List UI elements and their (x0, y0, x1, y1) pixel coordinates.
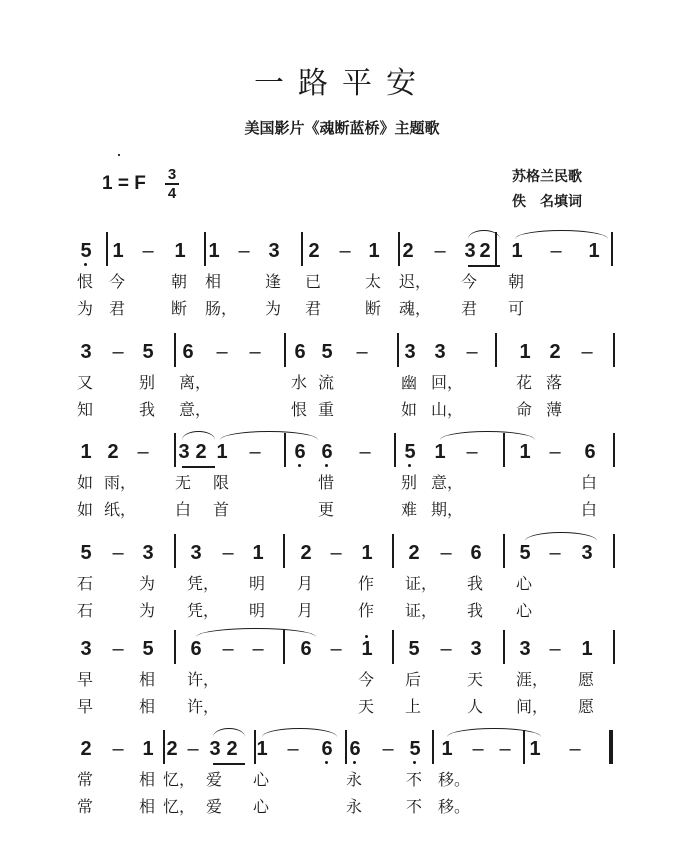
barline (394, 433, 396, 467)
lyric-syllable: 相 (139, 670, 156, 689)
note: 2 (80, 738, 92, 760)
lyric-syllable: 重 (318, 400, 335, 419)
lyric-syllable: 断 (171, 299, 188, 318)
lyric-syllable: 回， (431, 373, 464, 392)
note: 5 (519, 542, 531, 564)
barline (174, 333, 176, 367)
note: 5 (142, 638, 154, 660)
low-octave-dot (84, 263, 87, 266)
lyric-syllable: 无 (175, 473, 192, 492)
lyric-syllable: 相 (139, 697, 156, 716)
lyric-syllable: 爱 (206, 797, 223, 816)
sustain-dash: – (549, 441, 561, 463)
lyric-syllable: 山， (431, 400, 464, 419)
lyric-syllable: 别 (139, 373, 156, 392)
lyric-syllable: 薄 (546, 400, 563, 419)
note: 6 (300, 638, 312, 660)
print-speck (118, 154, 120, 156)
note: 3 (80, 341, 92, 363)
lyric-syllable: 朝 (508, 272, 525, 291)
note: 2 (195, 441, 207, 463)
lyric-syllable: 明 (249, 601, 266, 620)
note: 6 (293, 441, 307, 463)
note: 5 (80, 542, 92, 564)
barline (613, 534, 615, 568)
lyric-syllable: 意， (431, 473, 464, 492)
sustain-dash: – (356, 341, 368, 363)
lyrics-credit: 佚 名填词 (512, 194, 582, 210)
lyric-syllable: 已 (305, 272, 322, 291)
note: 5 (79, 240, 93, 262)
lyric-syllable: 为 (139, 601, 156, 620)
barline (503, 630, 505, 664)
lyric-syllable: 移。 (438, 770, 471, 789)
sustain-dash: – (569, 738, 581, 760)
lyric-syllable: 今 (358, 670, 375, 689)
lyric-syllable: 难 (401, 500, 418, 519)
lyric-syllable: 许， (187, 697, 220, 716)
lyric-syllable: 意， (179, 400, 212, 419)
note: 5 (408, 638, 420, 660)
barline (345, 730, 347, 764)
lyric-syllable: 白 (175, 500, 192, 519)
lyric-syllable: 心 (516, 574, 533, 593)
barline (284, 333, 286, 367)
note: 1 (112, 240, 124, 262)
sustain-dash: – (549, 542, 561, 564)
lyric-syllable: 石 (77, 574, 94, 593)
lyric-syllable: 明 (249, 574, 266, 593)
sustain-dash: – (440, 542, 452, 564)
note: 1 (434, 441, 446, 463)
slur-tie (447, 728, 541, 737)
time-signature-top: 3 (167, 166, 177, 183)
note: 3 (142, 542, 154, 564)
sustain-dash: – (466, 341, 478, 363)
lyric-syllable: 月 (297, 574, 314, 593)
eighth-note-underline (213, 763, 245, 765)
note: 1 (519, 341, 531, 363)
song-subtitle: 美国影片《魂断蓝桥》主题歌 (244, 119, 440, 137)
lyric-syllable: 为 (77, 299, 94, 318)
note: 2 (166, 738, 178, 760)
lyric-syllable: 纸， (104, 500, 137, 519)
lyric-syllable: 流 (318, 373, 335, 392)
note: 3 (470, 638, 482, 660)
note: 1 (360, 638, 374, 660)
lyric-syllable: 期， (431, 500, 464, 519)
barline (503, 534, 505, 568)
note: 6 (190, 638, 202, 660)
note: 2 (549, 341, 561, 363)
note: 3 (464, 240, 476, 262)
lyric-syllable: 恨 (77, 272, 94, 291)
note: 6 (470, 542, 482, 564)
sustain-dash: – (112, 542, 124, 564)
note: 6 (294, 341, 306, 363)
note: 6 (348, 738, 362, 760)
sustain-dash: – (112, 341, 124, 363)
barline (106, 232, 108, 266)
music-credit: 苏格兰民歌 (512, 169, 582, 185)
barline (495, 333, 497, 367)
sustain-dash: – (359, 441, 371, 463)
lyric-syllable: 作 (358, 574, 375, 593)
lyric-syllable: 永 (346, 770, 363, 789)
lyric-syllable: 天 (467, 670, 484, 689)
note: 1 (441, 738, 453, 760)
lyric-syllable: 如 (77, 500, 94, 519)
note: 1 (174, 240, 186, 262)
note: 2 (226, 738, 238, 760)
note: 5 (403, 441, 417, 463)
note: 1 (208, 240, 220, 262)
sustain-dash: – (137, 441, 149, 463)
barline (163, 730, 165, 764)
lyric-syllable: 常 (77, 770, 94, 789)
note: 2 (300, 542, 312, 564)
note: 2 (402, 240, 414, 262)
lyric-syllable: 首 (213, 500, 230, 519)
barline (397, 333, 399, 367)
sustain-dash: – (339, 240, 351, 262)
barline (613, 333, 615, 367)
lyric-syllable: 月 (297, 601, 314, 620)
barline (398, 232, 400, 266)
note: 5 (142, 341, 154, 363)
note: 3 (190, 542, 202, 564)
note: 5 (408, 738, 422, 760)
lyric-syllable: 愿 (578, 697, 595, 716)
sustain-dash: – (382, 738, 394, 760)
low-octave-dot (298, 464, 301, 467)
lyric-syllable: 命 (516, 400, 533, 419)
sustain-dash: – (466, 441, 478, 463)
sustain-dash: – (249, 341, 261, 363)
lyric-syllable: 白 (581, 473, 598, 492)
sustain-dash: – (550, 240, 562, 262)
note: 6 (320, 441, 334, 463)
barline (613, 433, 615, 467)
note: 1 (80, 441, 92, 463)
song-title: 一路平安 (254, 66, 430, 101)
sustain-dash: – (472, 738, 484, 760)
note: 2 (408, 542, 420, 564)
note: 3 (404, 341, 416, 363)
lyric-syllable: 移。 (438, 797, 471, 816)
sustain-dash: – (249, 441, 261, 463)
lyric-syllable: 忆， (163, 797, 196, 816)
lyric-syllable: 知 (77, 400, 94, 419)
note: 1 (361, 542, 373, 564)
final-barline (609, 730, 613, 764)
note: 1 (368, 240, 380, 262)
low-octave-dot (413, 761, 416, 764)
lyric-syllable: 君 (109, 299, 126, 318)
lyric-syllable: 心 (253, 797, 270, 816)
eighth-note-underline (468, 265, 500, 267)
note: 6 (182, 341, 194, 363)
barline (174, 630, 176, 664)
note: 1 (581, 638, 593, 660)
time-signature-bottom: 4 (167, 185, 177, 202)
note: 1 (511, 240, 523, 262)
lyric-syllable: 证， (405, 574, 438, 593)
sustain-dash: – (330, 542, 342, 564)
lyric-syllable: 更 (318, 500, 335, 519)
lyric-syllable: 如 (77, 473, 94, 492)
lyric-syllable: 断 (365, 299, 382, 318)
barline (301, 232, 303, 266)
sustain-dash: – (549, 638, 561, 660)
lyric-syllable: 人 (467, 697, 484, 716)
low-octave-dot (408, 464, 411, 467)
lyric-syllable: 早 (77, 670, 94, 689)
note: 1 (216, 441, 228, 463)
lyric-syllable: 涯， (516, 670, 549, 689)
lyric-syllable: 落 (546, 373, 563, 392)
lyric-syllable: 可 (508, 299, 525, 318)
lyric-syllable: 相 (205, 272, 222, 291)
slur-tie (220, 431, 318, 440)
slur-tie (515, 230, 608, 239)
lyric-syllable: 天 (358, 697, 375, 716)
lyric-syllable: 雨， (104, 473, 137, 492)
barline (432, 730, 434, 764)
lyric-syllable: 我 (139, 400, 156, 419)
note: 2 (107, 441, 119, 463)
lyric-syllable: 限 (213, 473, 230, 492)
note: 1 (252, 542, 264, 564)
slur-tie (525, 532, 597, 541)
lyric-syllable: 花 (516, 373, 533, 392)
lyric-syllable: 相 (139, 797, 156, 816)
note: 3 (178, 441, 190, 463)
lyric-syllable: 朝 (171, 272, 188, 291)
lyric-syllable: 愿 (578, 670, 595, 689)
slur-tie (262, 728, 337, 737)
slur-tie (196, 628, 316, 637)
sustain-dash: – (287, 738, 299, 760)
lyric-syllable: 今 (461, 272, 478, 291)
lyric-syllable: 凭， (187, 601, 220, 620)
lyric-syllable: 魂， (399, 299, 432, 318)
note: 1 (529, 738, 541, 760)
sustain-dash: – (216, 341, 228, 363)
lyric-syllable: 爱 (206, 770, 223, 789)
sustain-dash: – (581, 341, 593, 363)
lyric-syllable: 恨 (291, 400, 308, 419)
lyric-syllable: 许， (187, 670, 220, 689)
lyric-syllable: 早 (77, 697, 94, 716)
sustain-dash: – (222, 638, 234, 660)
sustain-dash: – (187, 738, 199, 760)
lyric-syllable: 心 (253, 770, 270, 789)
lyric-syllable: 心 (516, 601, 533, 620)
lyric-syllable: 太 (365, 272, 382, 291)
lyric-syllable: 不 (406, 770, 423, 789)
slur-tie (213, 728, 245, 737)
sustain-dash: – (142, 240, 154, 262)
note: 1 (256, 738, 268, 760)
note: 3 (519, 638, 531, 660)
sustain-dash: – (238, 240, 250, 262)
lyric-syllable: 上 (405, 697, 422, 716)
note: 3 (268, 240, 280, 262)
low-octave-dot (353, 761, 356, 764)
eighth-note-underline (182, 466, 215, 468)
barline (283, 534, 285, 568)
sustain-dash: – (112, 738, 124, 760)
barline (613, 630, 615, 664)
sustain-dash: – (222, 542, 234, 564)
note: 3 (80, 638, 92, 660)
lyric-syllable: 永 (346, 797, 363, 816)
note: 2 (308, 240, 320, 262)
lyric-syllable: 作 (358, 601, 375, 620)
sustain-dash: – (112, 638, 124, 660)
lyric-syllable: 离， (179, 373, 212, 392)
lyric-syllable: 君 (461, 299, 478, 318)
lyric-syllable: 石 (77, 601, 94, 620)
lyric-syllable: 凭， (187, 574, 220, 593)
lyric-syllable: 惜 (318, 473, 335, 492)
lyric-syllable: 如 (401, 400, 418, 419)
lyric-syllable: 不 (406, 797, 423, 816)
barline (392, 534, 394, 568)
lyric-syllable: 我 (467, 601, 484, 620)
lyric-syllable: 常 (77, 797, 94, 816)
lyric-syllable: 忆， (163, 770, 196, 789)
sustain-dash: – (252, 638, 264, 660)
note: 5 (321, 341, 333, 363)
low-octave-dot (325, 464, 328, 467)
note: 6 (320, 738, 334, 760)
lyric-syllable: 逢 (265, 272, 282, 291)
slur-tie (440, 431, 535, 440)
lyric-syllable: 为 (139, 574, 156, 593)
barline (174, 433, 176, 467)
sustain-dash: – (434, 240, 446, 262)
lyric-syllable: 为 (265, 299, 282, 318)
lyric-syllable: 我 (467, 574, 484, 593)
note: 3 (581, 542, 593, 564)
sustain-dash: – (440, 638, 452, 660)
sustain-dash: – (499, 738, 511, 760)
barline (254, 730, 256, 764)
note: 1 (519, 441, 531, 463)
lyric-syllable: 后 (405, 670, 422, 689)
barline (174, 534, 176, 568)
high-octave-dot (365, 635, 368, 638)
lyric-syllable: 水 (291, 373, 308, 392)
barline (611, 232, 613, 266)
lyric-syllable: 迟， (399, 272, 432, 291)
lyric-syllable: 肠， (205, 299, 238, 318)
lyric-syllable: 君 (305, 299, 322, 318)
lyric-syllable: 又 (77, 373, 94, 392)
lyric-syllable: 证， (405, 601, 438, 620)
note: 2 (479, 240, 491, 262)
sustain-dash: – (330, 638, 342, 660)
lyric-syllable: 白 (581, 500, 598, 519)
note: 3 (434, 341, 446, 363)
barline (392, 630, 394, 664)
note: 3 (209, 738, 221, 760)
time-signature (165, 167, 179, 201)
low-octave-dot (325, 761, 328, 764)
lyric-syllable: 幽 (401, 373, 418, 392)
barline (204, 232, 206, 266)
lyric-syllable: 间， (516, 697, 549, 716)
note: 1 (142, 738, 154, 760)
note: 1 (588, 240, 600, 262)
lyric-syllable: 相 (139, 770, 156, 789)
lyric-syllable: 别 (401, 473, 418, 492)
slur-tie (182, 431, 215, 440)
key-signature: 1 = F (102, 173, 146, 194)
note: 6 (584, 441, 596, 463)
lyric-syllable: 今 (109, 272, 126, 291)
